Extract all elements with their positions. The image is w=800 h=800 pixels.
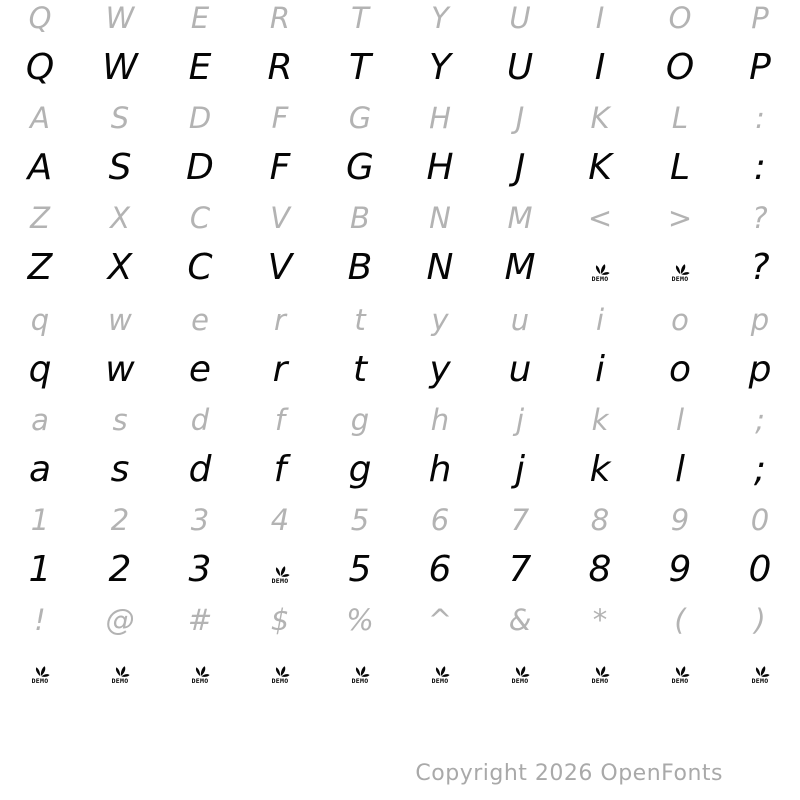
glyph-cell: < xyxy=(587,201,613,235)
glyph-cell: t xyxy=(354,303,366,337)
charmap-row xyxy=(0,645,800,695)
glyph-cell: U xyxy=(509,1,531,35)
fleuron-demo-icon xyxy=(190,663,211,685)
fleuron-demo-icon xyxy=(430,663,451,685)
glyph-cell: J xyxy=(515,101,525,135)
charmap-row xyxy=(0,243,800,293)
glyph-cell: M xyxy=(507,201,533,235)
glyph-cell: 4 xyxy=(270,503,290,537)
glyph-cell: 2 xyxy=(110,503,130,537)
glyph-cell: o xyxy=(668,349,692,390)
glyph-cell: 2 xyxy=(108,549,132,590)
glyph-cell: S xyxy=(110,101,130,135)
glyph-cell: j xyxy=(515,403,525,437)
glyph-cell: E xyxy=(188,47,212,88)
glyph-cell: ^ xyxy=(427,603,453,637)
glyph-cell: e xyxy=(191,303,209,337)
glyph-cell: w xyxy=(105,349,135,390)
fleuron-demo-icon xyxy=(350,663,371,685)
glyph-cell: h xyxy=(428,449,452,490)
glyph-cell: K xyxy=(588,147,612,188)
glyph-cell: q xyxy=(30,303,50,337)
glyph-cell: ) xyxy=(754,603,766,637)
demo-glyph-cell xyxy=(560,243,640,293)
glyph-cell: Y xyxy=(429,47,451,88)
glyph-cell: R xyxy=(267,47,293,88)
glyph-cell: 5 xyxy=(348,549,372,590)
glyph-cell: f xyxy=(273,449,287,490)
fleuron-demo-icon xyxy=(270,663,291,685)
fleuron-demo-icon xyxy=(670,261,691,283)
glyph-cell: H xyxy=(429,101,451,135)
glyph-cell: 8 xyxy=(590,503,610,537)
demo-label: DEMO xyxy=(591,677,609,685)
glyph-cell: B xyxy=(347,247,373,288)
glyph-cell: ; xyxy=(755,403,765,437)
demo-glyph-cell xyxy=(480,645,560,695)
glyph-cell: r xyxy=(272,349,288,390)
glyph-cell: T xyxy=(349,47,371,88)
glyph-cell: ( xyxy=(674,603,686,637)
glyph-cell: C xyxy=(189,201,211,235)
glyph-cell: T xyxy=(351,1,369,35)
glyph-cell: G xyxy=(348,101,372,135)
glyph-cell: E xyxy=(190,1,210,35)
charmap-row xyxy=(0,395,800,445)
glyph-cell: A xyxy=(27,147,53,188)
demo-label: DEMO xyxy=(591,275,609,283)
charmap-row xyxy=(0,93,800,143)
glyph-cell: W xyxy=(105,1,135,35)
glyph-cell: K xyxy=(590,101,610,135)
glyph-cell: u xyxy=(510,303,530,337)
glyph-cell: y xyxy=(429,349,451,390)
glyph-cell: X xyxy=(107,247,133,288)
glyph-cell: 7 xyxy=(508,549,532,590)
glyph-cell: M xyxy=(504,247,536,288)
glyph-cell: g xyxy=(348,449,372,490)
glyph-cell: H xyxy=(426,147,454,188)
glyph-cell: N xyxy=(426,247,454,288)
glyph-cell: 6 xyxy=(428,549,452,590)
demo-label: DEMO xyxy=(671,677,689,685)
glyph-cell: : xyxy=(753,147,767,188)
glyph-cell: ? xyxy=(750,247,770,288)
charmap-row xyxy=(0,545,800,595)
charmap-row xyxy=(0,295,800,345)
glyph-cell: G xyxy=(346,147,374,188)
glyph-cell: 0 xyxy=(750,503,770,537)
demo-label: DEMO xyxy=(271,677,289,685)
fleuron-demo-icon xyxy=(750,663,771,685)
glyph-cell: 5 xyxy=(350,503,370,537)
glyph-cell: u xyxy=(508,349,532,390)
glyph-cell: k xyxy=(589,449,611,490)
glyph-cell: i xyxy=(595,303,605,337)
glyph-cell: I xyxy=(594,47,606,88)
glyph-cell: h xyxy=(430,403,450,437)
glyph-cell: P xyxy=(751,1,769,35)
glyph-cell: V xyxy=(270,201,290,235)
demo-glyph-cell xyxy=(0,645,80,695)
glyph-cell: 0 xyxy=(748,549,772,590)
glyph-cell: X xyxy=(110,201,130,235)
glyph-cell: Q xyxy=(28,1,52,35)
demo-glyph-cell xyxy=(560,645,640,695)
fleuron-demo-icon xyxy=(270,563,291,585)
glyph-cell: D xyxy=(188,101,212,135)
charmap-row xyxy=(0,595,800,645)
glyph-cell: & xyxy=(508,603,532,637)
glyph-cell: L xyxy=(669,147,691,188)
glyph-cell: e xyxy=(188,349,212,390)
demo-label: DEMO xyxy=(351,677,369,685)
glyph-cell: s xyxy=(110,449,130,490)
demo-glyph-cell xyxy=(640,243,720,293)
demo-glyph-cell xyxy=(240,645,320,695)
glyph-cell: C xyxy=(187,247,213,288)
glyph-cell: ? xyxy=(752,201,768,235)
demo-glyph-cell xyxy=(320,645,400,695)
glyph-cell: Y xyxy=(431,1,449,35)
glyph-cell: S xyxy=(108,147,132,188)
demo-label: DEMO xyxy=(271,577,289,585)
glyph-cell: I xyxy=(595,1,605,35)
glyph-cell: Z xyxy=(30,201,50,235)
glyph-cell: F xyxy=(271,101,289,135)
fleuron-demo-icon xyxy=(110,663,131,685)
glyph-cell: ! xyxy=(34,603,46,637)
glyph-cell: A xyxy=(30,101,50,135)
charmap-row xyxy=(0,0,800,43)
glyph-cell: 7 xyxy=(510,503,530,537)
demo-glyph-cell xyxy=(720,645,800,695)
fleuron-demo-icon xyxy=(590,663,611,685)
glyph-cell: p xyxy=(750,303,770,337)
glyph-cell: W xyxy=(102,47,138,88)
glyph-cell: D xyxy=(186,147,214,188)
glyph-cell: k xyxy=(591,403,609,437)
glyph-cell: P xyxy=(749,47,771,88)
demo-label: DEMO xyxy=(431,677,449,685)
glyph-cell: 1 xyxy=(30,503,50,537)
glyph-cell: i xyxy=(594,349,605,390)
glyph-cell: V xyxy=(267,247,293,288)
charmap-row xyxy=(0,445,800,495)
demo-label: DEMO xyxy=(511,677,529,685)
glyph-cell: U xyxy=(506,47,534,88)
glyph-cell: f xyxy=(274,403,286,437)
demo-glyph-cell xyxy=(160,645,240,695)
glyph-cell: ; xyxy=(753,449,767,490)
glyph-cell: 6 xyxy=(430,503,450,537)
fleuron-demo-icon xyxy=(510,663,531,685)
glyph-cell: a xyxy=(28,449,52,490)
glyph-cell: a xyxy=(31,403,49,437)
glyph-cell: r xyxy=(274,303,286,337)
glyph-cell: L xyxy=(671,101,689,135)
glyph-cell: N xyxy=(429,201,451,235)
glyph-cell: j xyxy=(514,449,525,490)
glyph-cell: @ xyxy=(105,603,135,637)
glyph-cell: q xyxy=(28,349,52,390)
glyph-cell: l xyxy=(675,403,685,437)
glyph-cell: w xyxy=(108,303,132,337)
fleuron-demo-icon xyxy=(590,261,611,283)
glyph-cell: Q xyxy=(25,47,55,88)
glyph-cell: : xyxy=(755,101,765,135)
glyph-cell: t xyxy=(352,349,368,390)
glyph-cell: d xyxy=(190,403,210,437)
fleuron-demo-icon xyxy=(670,663,691,685)
charmap-row xyxy=(0,193,800,243)
glyph-cell: l xyxy=(674,449,685,490)
glyph-cell: 3 xyxy=(190,503,210,537)
glyph-cell: o xyxy=(671,303,689,337)
demo-glyph-cell xyxy=(640,645,720,695)
glyph-cell: O xyxy=(668,1,692,35)
glyph-cell: 9 xyxy=(670,503,690,537)
glyph-cell: 8 xyxy=(588,549,612,590)
glyph-cell: R xyxy=(269,1,291,35)
glyph-cell: d xyxy=(188,449,212,490)
demo-glyph-cell xyxy=(80,645,160,695)
demo-label: DEMO xyxy=(751,677,769,685)
glyph-cell: > xyxy=(667,201,693,235)
glyph-cell: 1 xyxy=(28,549,52,590)
glyph-cell: Z xyxy=(27,247,53,288)
glyph-cell: y xyxy=(431,303,449,337)
demo-glyph-cell xyxy=(240,545,320,595)
charmap-row xyxy=(0,495,800,545)
charmap-row xyxy=(0,345,800,395)
demo-label: DEMO xyxy=(31,677,49,685)
glyph-cell: O xyxy=(665,47,695,88)
glyph-cell: # xyxy=(187,603,213,637)
demo-glyph-cell xyxy=(400,645,480,695)
demo-label: DEMO xyxy=(671,275,689,283)
glyph-cell: 3 xyxy=(188,549,212,590)
glyph-cell: 9 xyxy=(668,549,692,590)
glyph-cell: J xyxy=(514,147,526,188)
glyph-cell: % xyxy=(346,603,374,637)
glyph-cell: F xyxy=(269,147,291,188)
glyph-cell: * xyxy=(592,603,608,637)
demo-label: DEMO xyxy=(191,677,209,685)
demo-label: DEMO xyxy=(111,677,129,685)
glyph-cell: p xyxy=(748,349,772,390)
glyph-cell: $ xyxy=(270,603,290,637)
copyright-text: Copyright 2026 OpenFonts xyxy=(415,761,723,786)
glyph-cell: B xyxy=(350,201,370,235)
glyph-cell: g xyxy=(350,403,370,437)
fleuron-demo-icon xyxy=(30,663,51,685)
glyph-cell: s xyxy=(112,403,128,437)
charmap-row xyxy=(0,43,800,93)
charmap-row xyxy=(0,143,800,193)
